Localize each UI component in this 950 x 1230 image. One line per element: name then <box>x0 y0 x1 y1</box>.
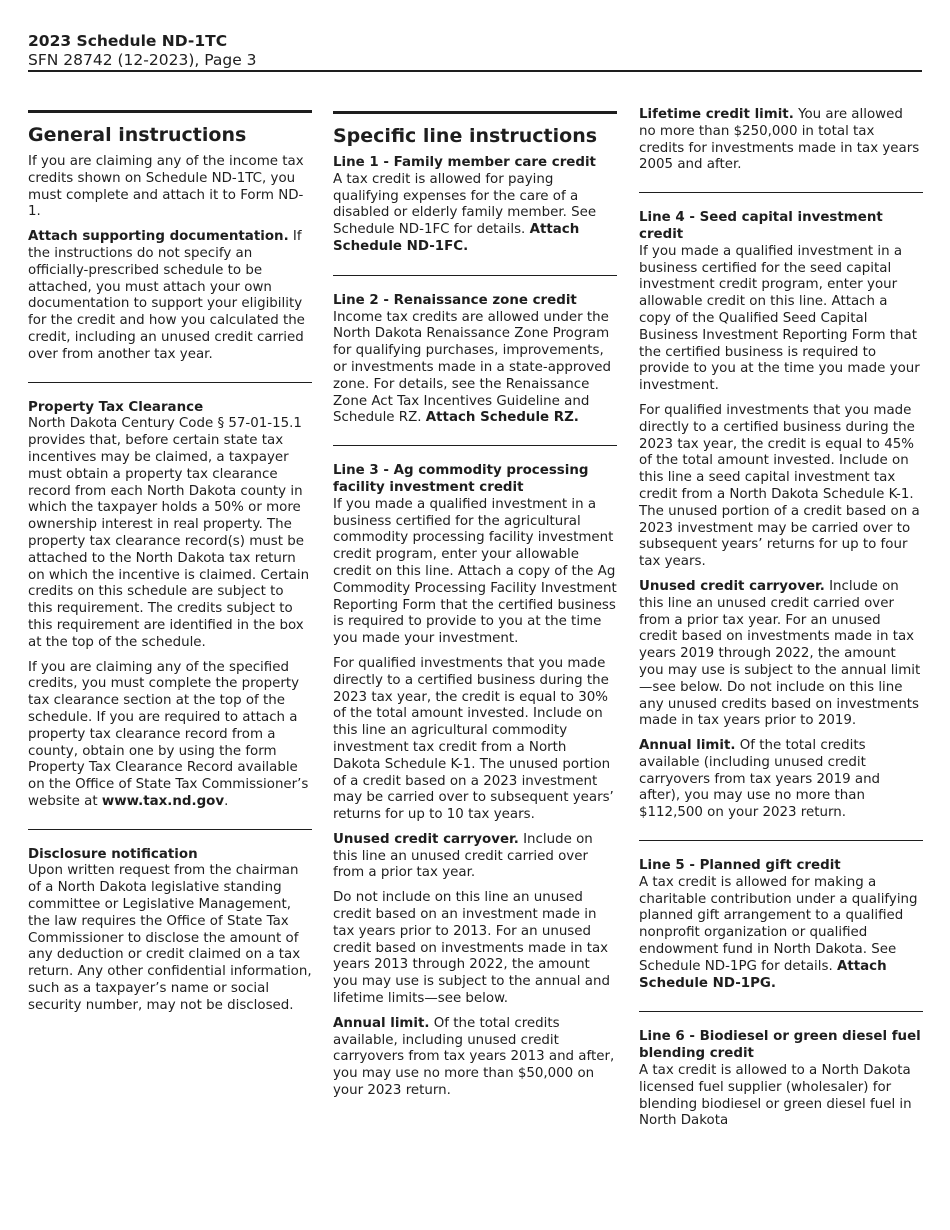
line5-instructions: Line 5 - Planned gift credit A tax credit is allowed for making a charitable contribution under a qualifying planned gift arrangement to a qualified nonprofit organization or qualified endowment fund in North Dakota. See Schedule ND-1PG for details. Attach Schedule ND-1PG. <box>639 858 923 992</box>
line3-credit-amount: For qualified investments that you made directly to a certified business during the 2023 tax year, the credit is equal to 30% of the total amount invested. Include on this line an agricultural commodity investment tax credit from a North Dakota Schedule K-1. The unused portion of a credit based on a 2023 investment may be carried over to subsequent years’ returns for up to 10 tax years. <box>333 655 614 823</box>
section-divider <box>333 445 617 446</box>
attach-documentation-label: Attach supporting documentation. <box>28 229 289 245</box>
section-rule <box>333 111 617 114</box>
property-tax-clearance-heading: Property Tax Clearance <box>28 399 204 415</box>
disclosure-heading: Disclosure notification <box>28 846 198 862</box>
section-divider <box>28 829 312 830</box>
line6-heading: Line 6 - Biodiesel or green diesel fuel blending credit <box>639 1029 921 1062</box>
line2-heading: Line 2 - Renaissance zone credit <box>333 292 577 308</box>
line2-instructions: Line 2 - Renaissance zone credit Income tax credits are allowed under the North Dakota Renaissance Zone Program for qualifying purchases, improvements, or investments made in a state-approved zone. For details, see the Renaissance Zone Act Tax Incentives Guideline and Schedule RZ. Attach Schedule RZ. <box>333 293 617 427</box>
line4-annual-limit: Annual limit. Of the total credits available (including unused credit carryovers from tax years 2019 and after), you may use no more than $112,500 on your 2023 return. <box>639 738 881 821</box>
attach-documentation <box>28 229 312 363</box>
section-divider <box>639 840 923 841</box>
disclosure-text: Upon written request from the chairman of a North Dakota legislative standing committee or Legislative Management, the law requires the Office of State Tax Commissioner to disclose the amount of any deduction or credit claimed on a tax return. Any other confidential information, such as a taxpayer’s name or social security number, may not be disclosed. <box>28 863 312 1013</box>
column-general-instructions <box>28 110 312 1015</box>
line5-heading: Line 5 - Planned gift credit <box>639 858 841 874</box>
section-rule <box>28 110 312 113</box>
line3-heading: Line 3 - Ag commodity processing facility investment credit <box>333 463 589 495</box>
section-divider <box>639 192 923 193</box>
disclosure-notification <box>28 847 312 1015</box>
specific-instructions-heading: Specific line instructions <box>333 125 598 147</box>
line6-instructions: Line 6 - Biodiesel or green diesel fuel blending credit A tax credit is allowed to a North Dakota licensed fuel supplier (wholesaler) for blending biodiesel or green diesel fuel in North Dakota <box>639 1029 923 1130</box>
line4-credit-amount: For qualified investments that you made directly to a certified business during the 2023 tax year, the credit is equal to 45% of the total amount invested. Include on this line a seed capital investment tax credit from a North Dakota Schedule K-1. The unused portion of a credit based on a 2023 investment may be carried over to subsequent years’ returns for up to four tax years. <box>639 402 920 570</box>
line3-carryover: Unused credit carryover. Include on this line an unused credit carried over from a prior tax year. <box>333 831 593 881</box>
line3-instructions: Line 3 - Ag commodity processing facility investment credit If you made a qualified investment in a business certified for the agricultural commodity processing facility investment credit program, enter your allowable credit on this line. Attach a copy of the Ag Commodity Processing Facility Investment Reporting Form that the certified business is required to provide to you at the time you made your investment. <box>333 463 617 647</box>
lifetime-credit-limit: Lifetime credit limit. You are allowed no more than $250,000 in total tax credits for investments made in tax years 2005 and after. <box>639 107 920 173</box>
attach-documentation-text: If the instructions do not specify an officially-prescribed schedule to be attached, you must attach your own documentation to support your eligibility for the credit and how you calculated the credit, including an unused credit carried over from another tax year. <box>28 229 305 362</box>
section-divider <box>28 382 312 383</box>
property-tax-clearance-text: North Dakota Century Code § 57-01-15.1 provides that, before certain state tax incentives may be claimed, a taxpayer must obtain a property tax clearance record from each North Dakota county in which the taxpayer holds a 50% or more ownership interest in real property. The property tax clearance record(s) must be attached to the North Dakota tax return on which the incentive is claimed. Certain credits on this schedule are subject to this requirement. The credits subject to this requirement are identified in the box at the top of the schedule. <box>28 416 310 650</box>
general-instructions-heading: General instructions <box>28 124 247 146</box>
header-rule <box>28 70 922 72</box>
schedule-title: 2023 Schedule ND-1TC <box>28 32 228 50</box>
line4-heading: Line 4 - Seed capital investment credit <box>639 210 883 242</box>
section-divider <box>639 1011 923 1012</box>
line4-instructions: Line 4 - Seed capital investment credit If you made a qualified investment in a business certified for the seed capital investment credit program, enter your allowable credit on this line. Attach a copy of the Qualified Seed Capital Business Investment Reporting Form that the certified business is required to provide to you at the time you made your investment. <box>639 210 923 395</box>
line2-attach: Attach Schedule RZ. <box>425 410 579 426</box>
section-divider <box>333 275 617 276</box>
line1-attach: Attach Schedule ND-1FC. <box>333 222 580 254</box>
column-specific-instructions <box>333 111 617 1100</box>
property-tax-clearance <box>28 400 312 652</box>
column-continued-instructions <box>639 107 923 1130</box>
general-intro: If you are claiming any of the income tax credits shown on Schedule ND-1TC, you must complete and attach it to Form ND-1. <box>28 154 304 220</box>
line1-heading: Line 1 - Family member care credit <box>333 155 596 170</box>
form-subtitle: SFN 28742 (12-2023), Page 3 <box>28 51 257 69</box>
page-header <box>28 32 922 70</box>
line5-attach: Attach Schedule ND-1PG. <box>639 958 887 991</box>
website-link[interactable]: www.tax.nd.gov <box>101 793 225 809</box>
property-tax-clearance-instructions: If you are claiming any of the specified credits, you must complete the property tax clearance section at the top of the schedule. If you are required to attach a property tax clearance record from a county, obtain one by using the form Property Tax Clearance Record available on the Office of State Tax Commissioner’s website at www.tax.nd.gov. <box>28 659 309 809</box>
line4-carryover: Unused credit carryover. Include on this line an unused credit carried over from a prior tax year. For an unused credit based on investments made in tax years 2019 through 2022, the amount you may use is subject to the annual limit—see below. Do not include on this line any unused credits based on investments made in tax years prior to 2019. <box>639 578 921 729</box>
line3-prior-years: Do not include on this line an unused credit based on an investment made in tax years prior to 2013. For an unused credit based on investments made in tax years 2013 through 2022, the amount you may use is subject to the annual and lifetime limits—see below. <box>333 890 610 1007</box>
line3-annual-limit: Annual limit. Of the total credits available, including unused credit carryovers from tax years 2013 and after, you may use no more than $50,000 on your 2023 return. <box>333 1015 615 1099</box>
line1-instructions: Line 1 - Family member care credit A tax credit is allowed for paying qualifying expenses for the care of a disabled or elderly family member. See Schedule ND-1FC for details. Attach Schedule ND-1FC. <box>333 155 617 256</box>
